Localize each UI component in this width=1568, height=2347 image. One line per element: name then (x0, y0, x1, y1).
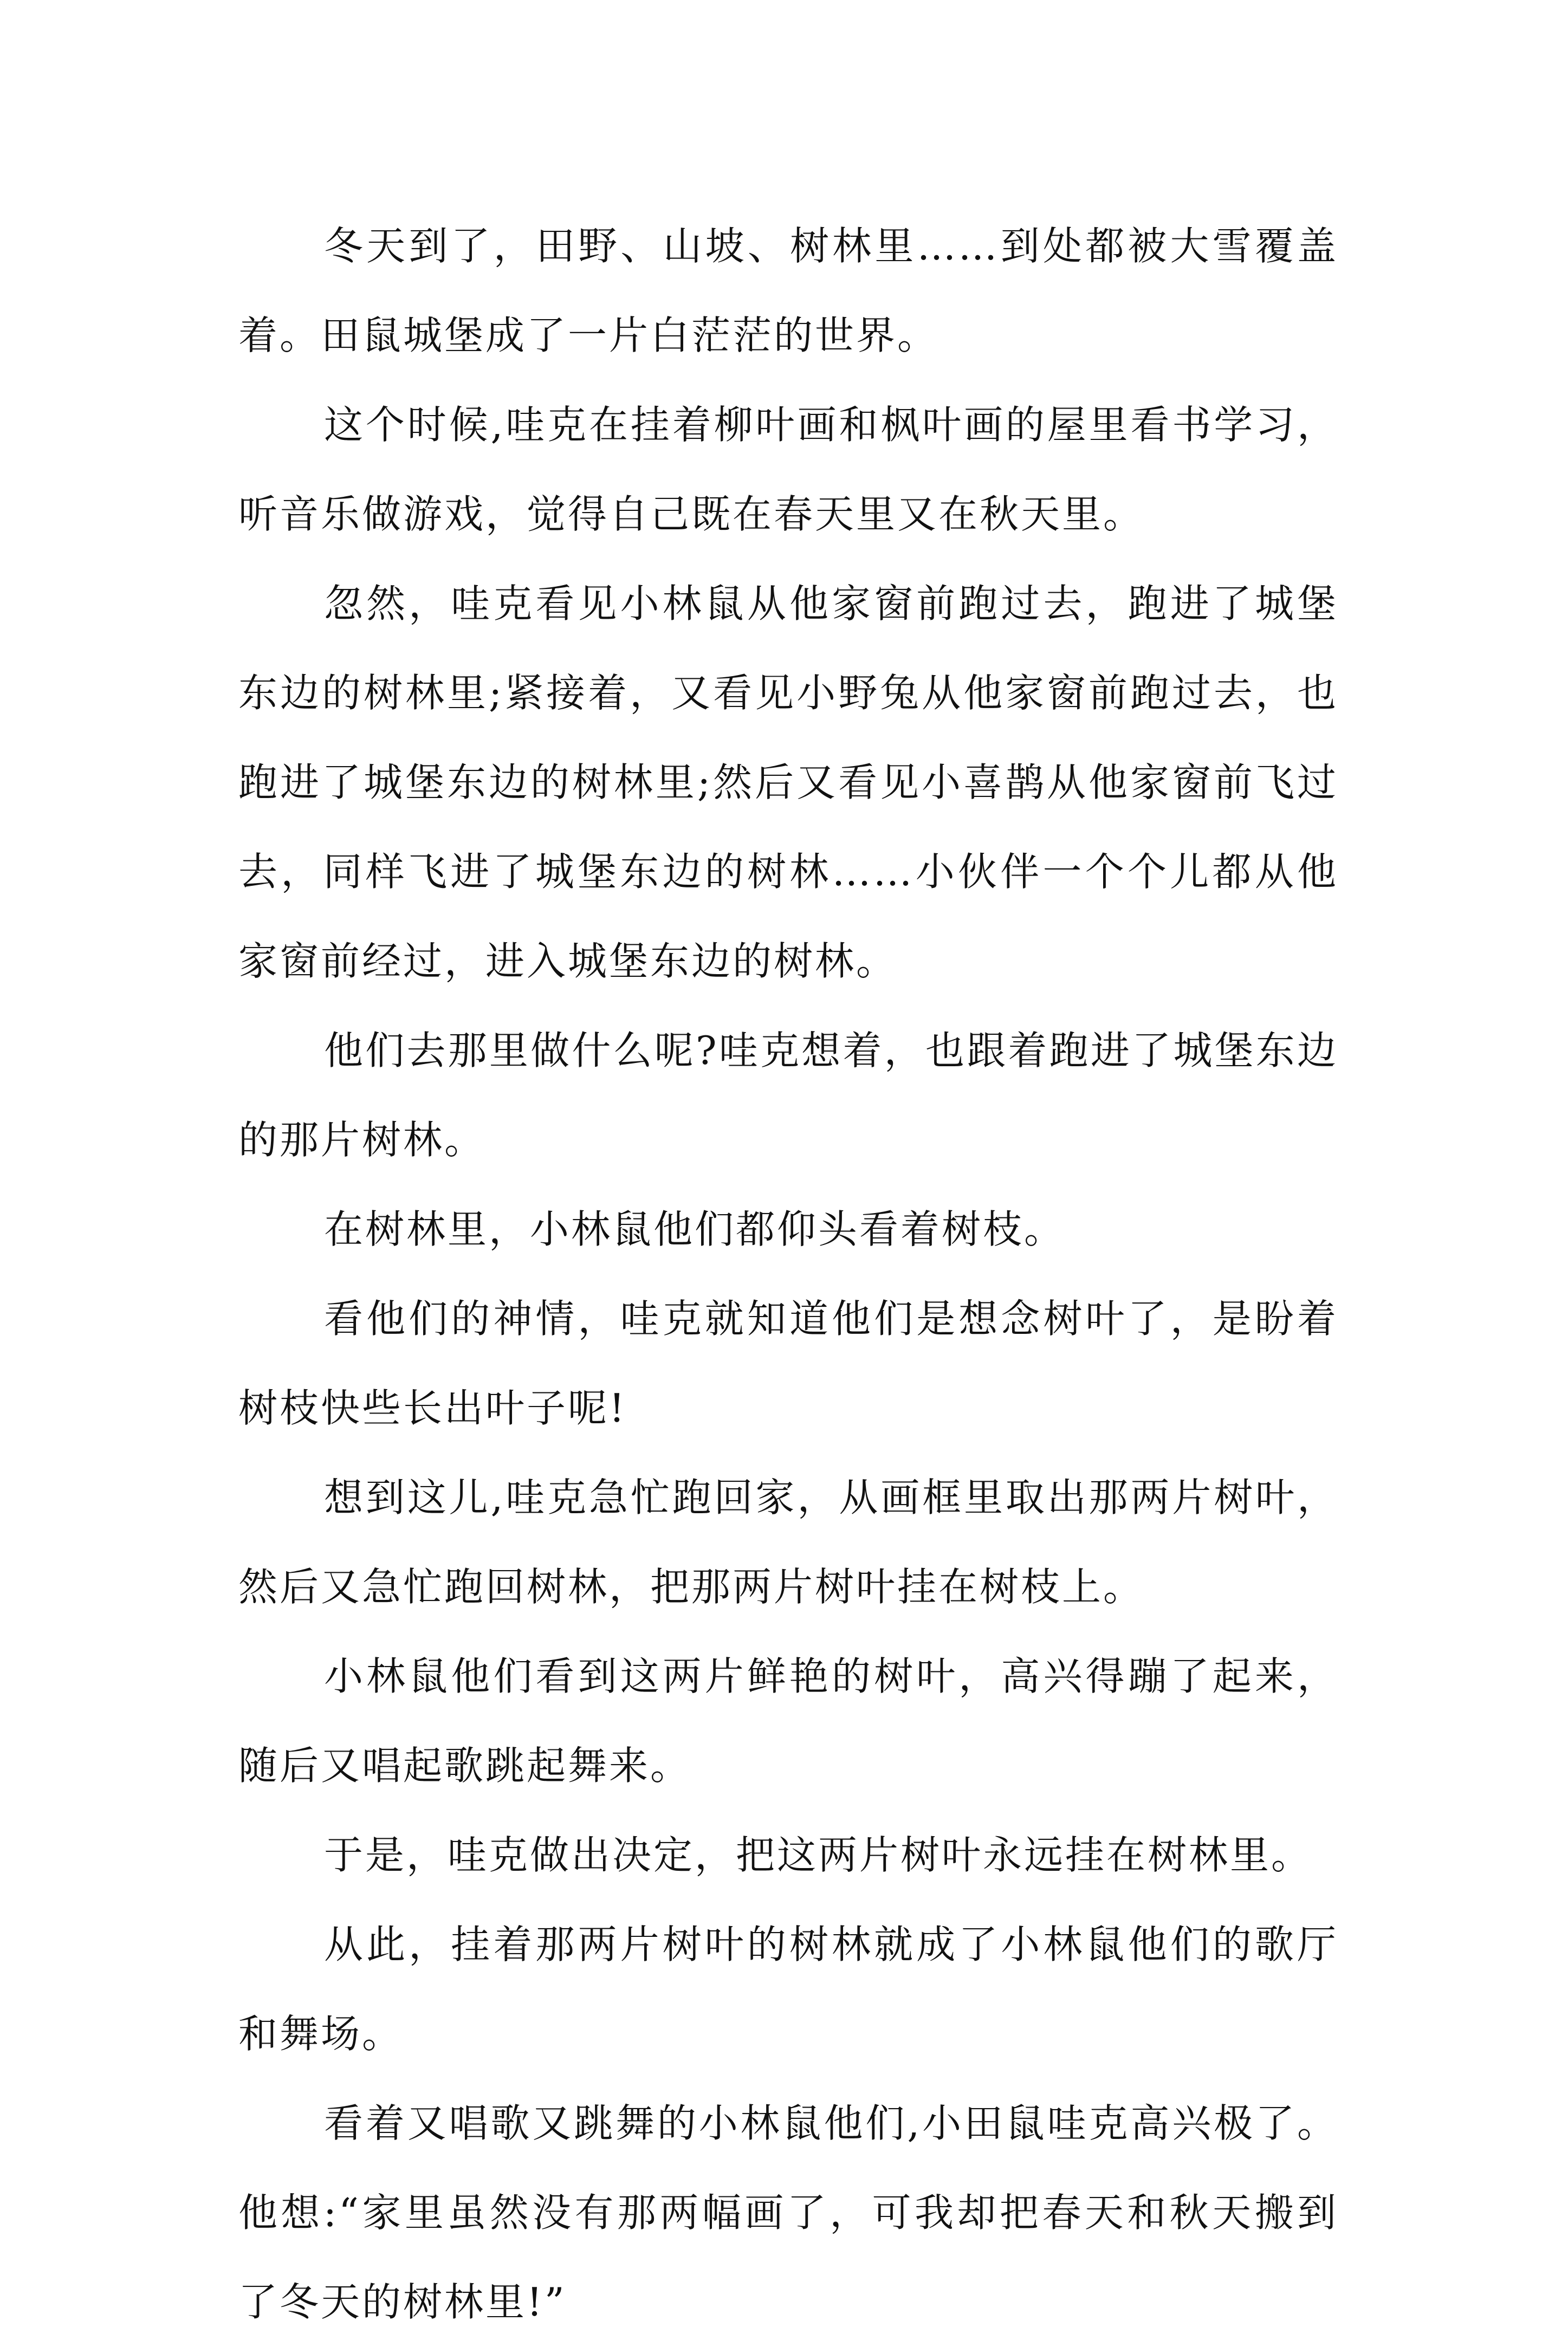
paragraph-6: 看他们的神情，哇克就知道他们是想念树叶了，是盼着树枝快些长出叶子呢! (238, 1296, 1338, 1431)
paragraph-3: 忽然，哇克看见小林鼠从他家窗前跑过去，跑进了城堡东边的树林里;紧接着，又看见小野兔从他家窗前跑过去，也跑进了城堡东边的树林里;然后又看见小喜鹊从他家窗前飞过去，同样飞进了城堡东边的树林……小伙伴一个个儿都从他家窗前经过，进入城堡东边的树林。 (238, 581, 1338, 984)
paragraph-10: 从此，挂着那两片树叶的树林就成了小林鼠他们的歌厅和舞场。 (238, 1922, 1338, 2057)
paragraph-8: 小林鼠他们看到这两片鲜艳的树叶，高兴得蹦了起来，随后又唱起歌跳起舞来。 (238, 1654, 1338, 1788)
paragraph-9: 于是，哇克做出决定，把这两片树叶永远挂在树林里。 (324, 1832, 1313, 1878)
paragraph-7: 想到这儿,哇克急忙跑回家，从画框里取出那两片树叶，然后又急忙跑回树林，把那两片树叶挂在树枝上。 (238, 1475, 1338, 1610)
paragraph-5: 在树林里，小林鼠他们都仰头看着树枝。 (324, 1207, 1066, 1252)
paragraph-1: 冬天到了，田野、山坡、树林里……到处都被大雪覆盖着。田鼠城堡成了一片白茫茫的世界。 (238, 223, 1338, 358)
paragraph-11: 看着又唱歌又跳舞的小林鼠他们,小田鼠哇克高兴极了。他想:“家里虽然没有那两幅画了，可我却把春天和秋天搬到了冬天的树林里!” (238, 2100, 1338, 2325)
paragraph-4: 他们去那里做什么呢?哇克想着，也跟着跑进了城堡东边的那片树林。 (238, 1028, 1338, 1163)
paragraph-2: 这个时候,哇克在挂着柳叶画和枫叶画的屋里看书学习，听音乐做游戏，觉得自己既在春天里又在秋天里。 (238, 402, 1338, 537)
story-text (238, 202, 1338, 2347)
